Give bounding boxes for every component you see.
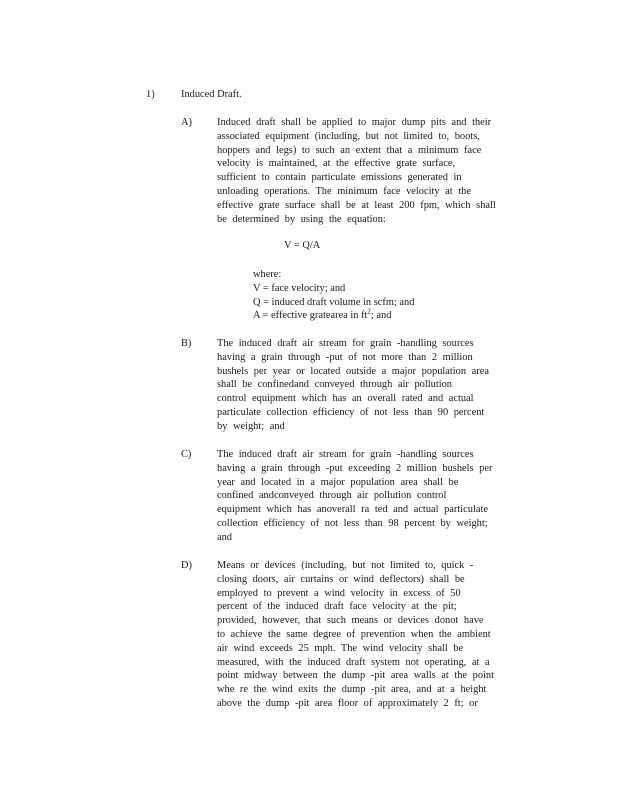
paragraph-line: equipment which has anoverall ra ted and actual particulate [217, 504, 488, 516]
paragraph-line: percent of the induced draft face velocity at the pit; [217, 601, 457, 613]
item-d-paragraph [217, 559, 509, 711]
section-number: 1) [146, 89, 155, 100]
paragraph-line: particulate collection efficiency of not less than 90 percent [217, 406, 485, 418]
paragraph-line: above the dump -pit area floor of approximately 2 ft; or [217, 697, 478, 709]
paragraph-line: by weight; and [217, 420, 285, 432]
paragraph-line: velocity is maintained, at the effective grate surface, [217, 158, 456, 170]
where-a-definition [253, 309, 414, 323]
where-a-text: A = effective gratearea in ft [253, 310, 368, 322]
paragraph-line: point midway between the dump -pit area walls at the point [217, 670, 495, 682]
paragraph-line: bushels per year or located outside a major population area [217, 365, 489, 377]
paragraph-line: The induced draft air stream for grain -handling sources [217, 449, 474, 460]
paragraph-line: The induced draft air stream for grain -handling sources [217, 338, 474, 349]
paragraph-line: confined andconveyed through air pollution control [217, 490, 447, 502]
item-c-paragraph [217, 448, 509, 545]
paragraph-line: unloading operations. The minimum face velocity at the [217, 185, 471, 197]
paragraph-line: to achieve the same degree of prevention when the ambient [217, 628, 491, 640]
paragraph-line: associated equipment (including, but not limited to, boots, [217, 130, 480, 142]
where-label: where: [253, 269, 282, 280]
item-a-paragraph [217, 116, 509, 226]
paragraph-line: and [217, 531, 233, 543]
paragraph-line: measured, with the induced draft system not operating, at a [217, 656, 490, 668]
where-a-text-end: ; and [370, 310, 392, 322]
where-q-definition: Q = induced draft volume in scfm; and [253, 296, 415, 308]
item-a-label: A) [181, 117, 192, 128]
paragraph-line: be determined by using the equation: [217, 213, 386, 225]
paragraph-line: closing doors, air curtains or wind deflectors) shall be [217, 573, 465, 585]
where-v-definition: V = face velocity; and [253, 282, 346, 294]
item-b-paragraph [217, 337, 509, 434]
paragraph-line: year and located in a major population area shall be [217, 476, 459, 488]
paragraph-line: collection efficiency of not less than 98 percent by weight; [217, 517, 488, 529]
item-b-label: B) [181, 338, 192, 349]
where-a-superscript: 2 [367, 307, 371, 316]
paragraph-line: Induced draft shall be applied to major dump pits and their [217, 117, 492, 128]
paragraph-line: hoppers and legs) to such an extent that a minimum face [217, 144, 482, 156]
paragraph-line: having a grain through -put exceeding 2 million bushels per [217, 462, 493, 474]
equation: V = Q/A [284, 240, 321, 251]
paragraph-line: whe re the wind exits the dump -pit area, and at a height [217, 684, 487, 696]
paragraph-line: employed to prevent a wind velocity in excess of 50 [217, 587, 461, 599]
item-d-label: D) [181, 560, 192, 571]
item-c-label: C) [181, 449, 192, 460]
paragraph-line: having a grain through -put of not more than 2 million [217, 351, 473, 363]
paragraph-line: Means or devices (including, but not limited to, quick - [217, 560, 474, 571]
paragraph-line: sufficient to contain particulate emissions generated in [217, 172, 462, 184]
where-block [253, 268, 414, 323]
paragraph-line: air wind exceeds 25 mph. The wind velocity shall be [217, 642, 464, 654]
section-title: Induced Draft. [181, 89, 242, 100]
paragraph-line: effective grate surface shall be at least 200 fpm, which shall [217, 199, 496, 211]
paragraph-line: control equipment which has an overall rated and actual [217, 393, 474, 405]
paragraph-line: provided, however, that such means or devices donot have [217, 615, 484, 627]
paragraph-line: shall be confinedand conveyed through air pollution [217, 379, 452, 391]
